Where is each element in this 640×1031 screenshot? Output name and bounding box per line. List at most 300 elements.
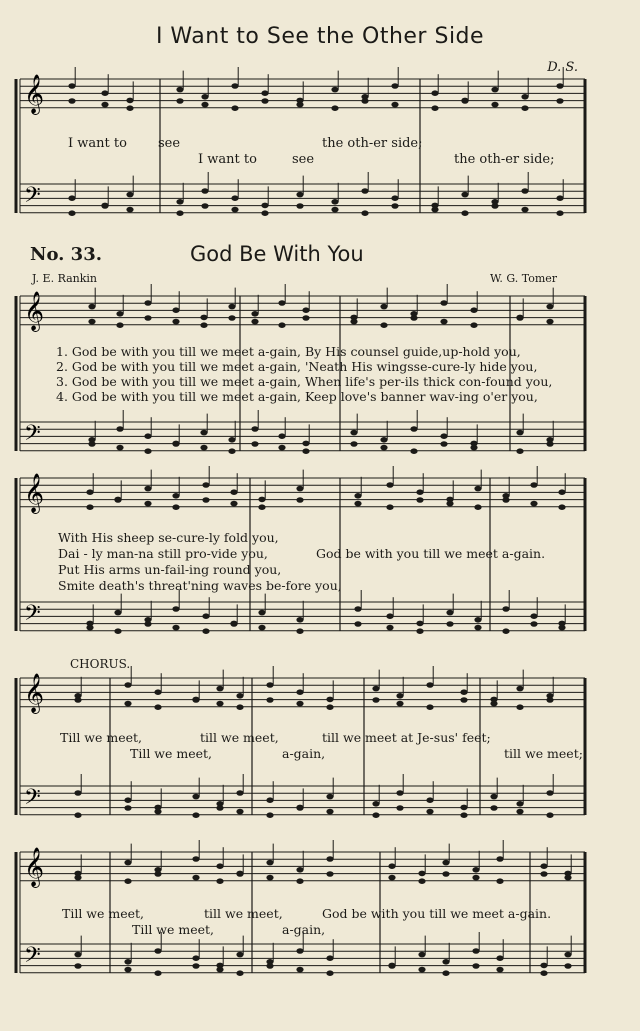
note-head bbox=[530, 501, 537, 507]
note-head bbox=[391, 195, 398, 201]
chorus-1-upper-b: till we meet, bbox=[200, 730, 279, 745]
note-head bbox=[126, 207, 133, 213]
note-head bbox=[114, 628, 121, 634]
note-head bbox=[266, 860, 273, 866]
note-head bbox=[258, 504, 265, 510]
note-head bbox=[496, 878, 503, 884]
note-head bbox=[261, 210, 268, 216]
chorus-1-lower-c: till we meet; bbox=[504, 746, 583, 761]
note-head bbox=[258, 625, 265, 631]
note-head bbox=[296, 878, 303, 884]
note-head bbox=[396, 805, 403, 811]
note-head bbox=[472, 948, 479, 954]
note-head bbox=[258, 610, 265, 616]
note-head bbox=[460, 689, 467, 695]
note-head bbox=[236, 704, 243, 710]
note-head bbox=[410, 426, 417, 432]
note-head bbox=[496, 856, 503, 862]
note-head bbox=[440, 433, 447, 439]
note-head bbox=[176, 199, 183, 205]
note-head bbox=[216, 686, 223, 692]
note-head bbox=[74, 875, 81, 881]
note-head bbox=[236, 952, 243, 958]
note-head bbox=[144, 448, 151, 454]
note-head bbox=[74, 697, 81, 703]
hymn-author: J. E. Rankin bbox=[32, 272, 98, 285]
note-head bbox=[354, 501, 361, 507]
note-head bbox=[361, 98, 368, 104]
note-head bbox=[410, 448, 417, 454]
note-head bbox=[372, 812, 379, 818]
note-head bbox=[460, 812, 467, 818]
note-head bbox=[326, 871, 333, 877]
note-head bbox=[126, 98, 133, 104]
note-head bbox=[154, 704, 161, 710]
note-head bbox=[388, 875, 395, 881]
note-head bbox=[216, 805, 223, 811]
bass-clef-icon: 𝄢 bbox=[24, 183, 41, 213]
note-head bbox=[296, 867, 303, 873]
note-head bbox=[251, 441, 258, 447]
note-head bbox=[530, 613, 537, 619]
note-head bbox=[278, 445, 285, 451]
note-head bbox=[546, 304, 553, 310]
note-head bbox=[202, 482, 209, 488]
verse-1-line-2: With His sheep se-cure-ly fold you, bbox=[58, 530, 279, 545]
lyric-top-1a: I want to bbox=[68, 136, 127, 151]
note-head bbox=[296, 628, 303, 634]
note-head bbox=[388, 863, 395, 869]
note-head bbox=[491, 102, 498, 108]
note-head bbox=[172, 625, 179, 631]
note-head bbox=[261, 98, 268, 104]
note-head bbox=[474, 486, 481, 492]
note-head bbox=[546, 812, 553, 818]
note-head bbox=[116, 322, 123, 328]
note-head bbox=[460, 805, 467, 811]
note-head bbox=[236, 693, 243, 699]
note-head bbox=[391, 102, 398, 108]
bass-clef-icon: 𝄢 bbox=[24, 943, 41, 973]
note-head bbox=[354, 606, 361, 612]
note-head bbox=[202, 613, 209, 619]
note-head bbox=[101, 203, 108, 209]
note-head bbox=[391, 203, 398, 209]
note-head bbox=[326, 856, 333, 862]
note-head bbox=[472, 867, 479, 873]
note-head bbox=[361, 188, 368, 194]
note-head bbox=[470, 445, 477, 451]
note-head bbox=[418, 967, 425, 973]
note-head bbox=[396, 701, 403, 707]
verse-4-line: 4. God be with you till we meet a-gain, Keep love's banner wav-ing o'er you, bbox=[56, 389, 538, 404]
note-head bbox=[124, 967, 131, 973]
note-head bbox=[502, 606, 509, 612]
chorus-2-upper-a: Till we meet, bbox=[62, 906, 145, 921]
note-head bbox=[426, 704, 433, 710]
note-head bbox=[446, 501, 453, 507]
note-head bbox=[296, 967, 303, 973]
note-head bbox=[124, 701, 131, 707]
note-head bbox=[266, 682, 273, 688]
chorus-1-lower-a: Till we meet, bbox=[130, 746, 213, 761]
note-head bbox=[172, 319, 179, 325]
note-head bbox=[124, 959, 131, 965]
note-head bbox=[236, 871, 243, 877]
note-head bbox=[440, 300, 447, 306]
note-head bbox=[442, 871, 449, 877]
note-head bbox=[418, 878, 425, 884]
note-head bbox=[380, 322, 387, 328]
note-head bbox=[496, 967, 503, 973]
note-head bbox=[556, 210, 563, 216]
note-head bbox=[172, 441, 179, 447]
note-head bbox=[350, 441, 357, 447]
lyric-top-2c: the oth-er side; bbox=[454, 152, 555, 167]
note-head bbox=[172, 504, 179, 510]
chorus-2-upper-c: God be with you till we meet a-gain. bbox=[322, 906, 552, 921]
note-head bbox=[192, 794, 199, 800]
note-head bbox=[326, 704, 333, 710]
note-head bbox=[516, 704, 523, 710]
note-head bbox=[564, 963, 571, 969]
chorus-label: CHORUS. bbox=[70, 657, 131, 671]
note-head bbox=[361, 210, 368, 216]
note-head bbox=[192, 856, 199, 862]
chorus-2-lower-a: Till we meet, bbox=[132, 922, 215, 937]
refrain-line: God be with you till we meet a-gain. bbox=[316, 546, 546, 561]
note-head bbox=[540, 963, 547, 969]
note-head bbox=[326, 955, 333, 961]
note-head bbox=[380, 445, 387, 451]
note-head bbox=[68, 98, 75, 104]
note-head bbox=[192, 963, 199, 969]
note-head bbox=[426, 797, 433, 803]
note-head bbox=[200, 322, 207, 328]
note-head bbox=[266, 697, 273, 703]
note-head bbox=[372, 686, 379, 692]
note-head bbox=[372, 697, 379, 703]
note-head bbox=[101, 102, 108, 108]
note-head bbox=[124, 682, 131, 688]
note-head bbox=[442, 959, 449, 965]
note-head bbox=[154, 689, 161, 695]
note-head bbox=[516, 315, 523, 321]
treble-clef-icon: 𝄞 bbox=[24, 673, 45, 713]
note-head bbox=[302, 307, 309, 313]
note-head bbox=[74, 812, 81, 818]
note-head bbox=[266, 963, 273, 969]
note-head bbox=[172, 307, 179, 313]
note-head bbox=[416, 628, 423, 634]
lyric-top-2b: see bbox=[292, 152, 315, 167]
note-head bbox=[556, 83, 563, 89]
note-head bbox=[201, 203, 208, 209]
note-head bbox=[326, 809, 333, 815]
note-head bbox=[296, 805, 303, 811]
bass-clef-icon: 𝄢 bbox=[24, 421, 41, 451]
note-head bbox=[516, 448, 523, 454]
note-head bbox=[228, 315, 235, 321]
bass-clef-icon: 𝄢 bbox=[24, 601, 41, 631]
note-head bbox=[86, 625, 93, 631]
note-head bbox=[200, 430, 207, 436]
ds-marking: D. S. bbox=[547, 60, 578, 75]
note-head bbox=[416, 489, 423, 495]
treble-clef-icon: 𝄞 bbox=[24, 74, 45, 114]
note-head bbox=[396, 693, 403, 699]
note-head bbox=[278, 322, 285, 328]
note-head bbox=[521, 188, 528, 194]
note-head bbox=[302, 448, 309, 454]
chorus-2-upper-b: till we meet, bbox=[204, 906, 283, 921]
note-head bbox=[540, 863, 547, 869]
note-head bbox=[124, 860, 131, 866]
note-head bbox=[176, 210, 183, 216]
note-head bbox=[154, 871, 161, 877]
note-head bbox=[564, 875, 571, 881]
note-head bbox=[176, 98, 183, 104]
note-head bbox=[326, 794, 333, 800]
note-head bbox=[126, 105, 133, 111]
note-head bbox=[460, 697, 467, 703]
note-head bbox=[192, 875, 199, 881]
note-head bbox=[491, 87, 498, 93]
note-head bbox=[426, 809, 433, 815]
note-head bbox=[228, 448, 235, 454]
note-head bbox=[418, 952, 425, 958]
verse-2-line-2: Dai - ly man-na still pro-vide you, bbox=[58, 546, 268, 561]
note-head bbox=[372, 801, 379, 807]
note-head bbox=[558, 489, 565, 495]
note-head bbox=[516, 686, 523, 692]
note-head bbox=[461, 98, 468, 104]
note-head bbox=[431, 207, 438, 213]
note-head bbox=[124, 797, 131, 803]
note-head bbox=[490, 701, 497, 707]
lyric-top-1c: the oth-er side; bbox=[322, 136, 423, 151]
note-head bbox=[474, 617, 481, 623]
note-head bbox=[418, 871, 425, 877]
note-head bbox=[516, 430, 523, 436]
note-head bbox=[350, 430, 357, 436]
note-head bbox=[331, 87, 338, 93]
note-head bbox=[154, 809, 161, 815]
note-head bbox=[472, 963, 479, 969]
note-head bbox=[446, 621, 453, 627]
treble-clef-icon: 𝄞 bbox=[24, 473, 45, 513]
note-head bbox=[354, 493, 361, 499]
note-head bbox=[296, 701, 303, 707]
note-head bbox=[426, 682, 433, 688]
song-title-top: I Want to See the Other Side bbox=[155, 24, 485, 49]
note-head bbox=[154, 970, 161, 976]
note-head bbox=[74, 952, 81, 958]
note-head bbox=[200, 445, 207, 451]
note-head bbox=[386, 625, 393, 631]
chorus-2-lower-b: a-gain, bbox=[282, 922, 326, 937]
note-head bbox=[116, 426, 123, 432]
note-head bbox=[442, 860, 449, 866]
note-head bbox=[230, 621, 237, 627]
note-head bbox=[216, 863, 223, 869]
note-head bbox=[251, 426, 258, 432]
note-head bbox=[116, 311, 123, 317]
note-head bbox=[546, 319, 553, 325]
note-head bbox=[172, 606, 179, 612]
note-head bbox=[278, 433, 285, 439]
note-head bbox=[386, 482, 393, 488]
note-head bbox=[261, 203, 268, 209]
note-head bbox=[470, 322, 477, 328]
note-head bbox=[216, 701, 223, 707]
note-head bbox=[391, 83, 398, 89]
note-head bbox=[228, 304, 235, 310]
note-head bbox=[502, 628, 509, 634]
note-head bbox=[350, 319, 357, 325]
note-head bbox=[251, 319, 258, 325]
note-head bbox=[354, 621, 361, 627]
note-head bbox=[516, 801, 523, 807]
note-head bbox=[124, 805, 131, 811]
note-head bbox=[154, 948, 161, 954]
hymn-title: God Be With You bbox=[190, 242, 364, 266]
note-head bbox=[386, 504, 393, 510]
note-head bbox=[442, 970, 449, 976]
note-head bbox=[410, 315, 417, 321]
note-head bbox=[556, 195, 563, 201]
lyric-top-2a: I want to bbox=[198, 152, 257, 167]
note-head bbox=[266, 875, 273, 881]
note-head bbox=[236, 809, 243, 815]
note-head bbox=[472, 875, 479, 881]
note-head bbox=[461, 210, 468, 216]
verse-3-line: 3. God be with you till we meet a-gain, When life's per-ils thick con-found you, bbox=[56, 374, 553, 389]
note-head bbox=[258, 497, 265, 503]
note-head bbox=[144, 621, 151, 627]
note-head bbox=[556, 98, 563, 104]
note-head bbox=[230, 501, 237, 507]
note-head bbox=[231, 83, 238, 89]
chorus-1-lower-b: a-gain, bbox=[282, 746, 326, 761]
note-head bbox=[236, 790, 243, 796]
note-head bbox=[124, 878, 131, 884]
note-head bbox=[88, 441, 95, 447]
note-head bbox=[540, 871, 547, 877]
note-head bbox=[546, 441, 553, 447]
bass-clef-icon: 𝄢 bbox=[24, 785, 41, 815]
note-head bbox=[228, 437, 235, 443]
note-head bbox=[144, 486, 151, 492]
note-head bbox=[296, 203, 303, 209]
note-head bbox=[416, 621, 423, 627]
note-head bbox=[172, 493, 179, 499]
note-head bbox=[521, 105, 528, 111]
note-head bbox=[68, 195, 75, 201]
treble-clef-icon: 𝄞 bbox=[24, 847, 45, 887]
note-head bbox=[496, 955, 503, 961]
note-head bbox=[474, 625, 481, 631]
note-head bbox=[266, 797, 273, 803]
hymn-composer: W. G. Tomer bbox=[490, 272, 558, 285]
note-head bbox=[114, 610, 121, 616]
note-head bbox=[416, 497, 423, 503]
note-head bbox=[201, 188, 208, 194]
note-head bbox=[474, 504, 481, 510]
note-head bbox=[296, 497, 303, 503]
hymn-number: No. 33. bbox=[30, 244, 102, 265]
note-head bbox=[296, 486, 303, 492]
note-head bbox=[144, 433, 151, 439]
note-head bbox=[302, 315, 309, 321]
note-head bbox=[326, 697, 333, 703]
note-head bbox=[296, 689, 303, 695]
note-head bbox=[530, 482, 537, 488]
note-head bbox=[331, 199, 338, 205]
note-head bbox=[74, 963, 81, 969]
note-head bbox=[431, 105, 438, 111]
note-head bbox=[101, 90, 108, 96]
note-head bbox=[440, 441, 447, 447]
note-head bbox=[521, 94, 528, 100]
note-head bbox=[88, 319, 95, 325]
note-head bbox=[126, 192, 133, 198]
note-head bbox=[431, 90, 438, 96]
note-head bbox=[558, 625, 565, 631]
note-head bbox=[490, 794, 497, 800]
note-head bbox=[296, 948, 303, 954]
note-head bbox=[521, 207, 528, 213]
note-head bbox=[558, 504, 565, 510]
note-head bbox=[144, 300, 151, 306]
note-head bbox=[192, 812, 199, 818]
note-head bbox=[201, 94, 208, 100]
note-head bbox=[278, 300, 285, 306]
note-head bbox=[491, 203, 498, 209]
note-head bbox=[114, 497, 121, 503]
note-head bbox=[236, 970, 243, 976]
note-head bbox=[446, 610, 453, 616]
note-head bbox=[230, 489, 237, 495]
verse-3-line-2: Put His arms un-fail-ing round you, bbox=[58, 562, 282, 577]
note-head bbox=[331, 105, 338, 111]
note-head bbox=[386, 613, 393, 619]
note-head bbox=[296, 617, 303, 623]
note-head bbox=[470, 307, 477, 313]
note-head bbox=[216, 878, 223, 884]
note-head bbox=[231, 105, 238, 111]
note-head bbox=[546, 790, 553, 796]
note-head bbox=[144, 315, 151, 321]
chorus-1-upper-a: Till we meet, bbox=[60, 730, 143, 745]
note-head bbox=[201, 102, 208, 108]
note-head bbox=[440, 319, 447, 325]
note-head bbox=[296, 192, 303, 198]
note-head bbox=[396, 790, 403, 796]
verse-1-line: 1. God be with you till we meet a-gain, By His counsel guide,up-hold you, bbox=[56, 344, 521, 359]
note-head bbox=[68, 210, 75, 216]
verse-2-line: 2. God be with you till we meet a-gain, 'Neath His wingsse-cure-ly hide you, bbox=[56, 359, 538, 374]
note-head bbox=[74, 790, 81, 796]
note-head bbox=[540, 970, 547, 976]
note-head bbox=[331, 207, 338, 213]
note-head bbox=[231, 195, 238, 201]
note-head bbox=[68, 83, 75, 89]
note-head bbox=[388, 963, 395, 969]
note-head bbox=[516, 809, 523, 815]
note-head bbox=[266, 812, 273, 818]
note-head bbox=[380, 304, 387, 310]
